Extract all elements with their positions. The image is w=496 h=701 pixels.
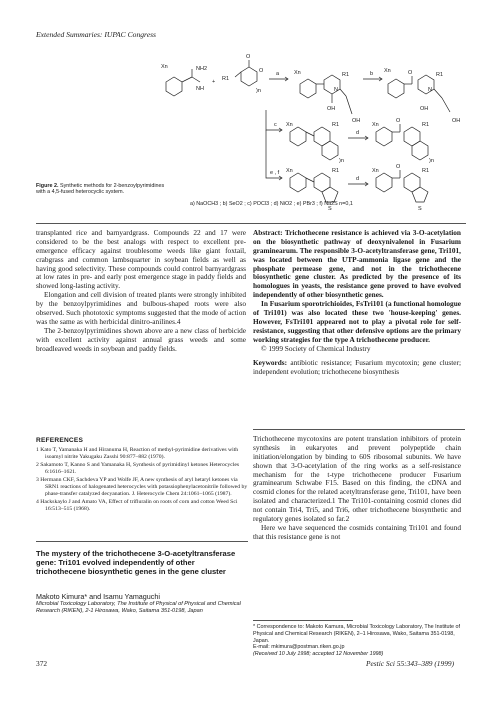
abstract-block <box>253 229 461 377</box>
reference-item: 4 Hackskaylo J and Amato VA, Effect of trifluralin on roots of corn and cotton Weed Sci 16:513–515 (1968). <box>36 498 238 512</box>
abstract-paragraph: Abstract: Trichothecene resistance is achieved via 3-O-acetylation on the biosynthetic pathway of deoxynivalenol in Fusarium graminearum. The responsible 3-O-acetyltransferase gene, Tri101, was located between the UTP-ammonia ligase gene and the phosphate permease gene, and not in the trichothecene biosynthetic gene cluster. As predicted by the presence of its homologues in yeasts, the resistance gene proved to have evolved independently of other biosynthetic genes. <box>253 228 461 300</box>
body-paragraph: Here we have sequenced the cosmids containing Tri101 and found that this resistance gene is not <box>253 522 461 541</box>
left-paragraph: transplanted rice and barnyardgrass. Compounds 22 and 17 were considered to be the best analogs with respect to excellent pre-emergence efficacy against troublesome weeds like giant foxtail, crabgrass and common lambsquarter in soybean fields as well as having good selectivity. These compounds could control barnyardgrass at low rates in pre- and early post emergence stage in paddy fields and showed long-lasting activity. <box>36 228 246 291</box>
reference-item: 2 Sakamoto T, Kanno S and Yamanaka H, Synthesis of pyrimidinyl ketones Heterocycles 6:1616–1621. <box>36 461 240 475</box>
correspondence-line: * Correspondence to: Makoto Kamura, Microbial Toxicology Laboratory, The Institute of Physical and Chemical Research (RIKEN), 2–1 Hirosawa, Wako, Saitama 351-0198, Japan. <box>253 624 461 644</box>
figure-divider <box>36 223 466 224</box>
reactant-lactone <box>235 60 257 86</box>
step-d-2: d <box>356 176 360 182</box>
left-paragraph: The 2-benzoylpyrimidines shown above are a new class of herbicide with excellent activity against annual grass weeds and some broadleaved weeds in soybean and paddy fields. <box>36 325 246 353</box>
figure-caption-text: Synthetic methods for 2-benzoylpyrimidines with a 4,5-fused heterocyclic system. <box>36 183 165 196</box>
footnote-divider <box>253 620 353 621</box>
label-oh-1: OH <box>327 106 336 112</box>
intermediate-thio <box>290 173 338 202</box>
label-r1-4: R1 <box>332 122 340 128</box>
label-o-2: O <box>259 68 264 74</box>
label-r1-1: R1 <box>222 76 230 82</box>
article-affiliation: Microbial Toxicology Laboratory, The Institute of Physical of Physical and Chemical Research (RIKEN), 2-1 Hirosawa, Wako, Saitama 351-0198, Japan <box>36 601 241 614</box>
label-xn-3: Xn <box>384 68 391 74</box>
reference-item: 1 Kato T, Yamanaka H and Hiranuma H, Reaction of methyl-pyrimidine derivatives with isoamyl nitrite Yakugaku Zasshi 90:877–882 (1970). <box>36 447 239 460</box>
label-oh-2: OH <box>352 118 361 124</box>
references-heading: REFERENCES <box>36 437 84 444</box>
label-oh-3: OH <box>420 106 429 112</box>
abstract-divider <box>253 429 465 430</box>
label-o-4: O <box>396 118 401 124</box>
references-list <box>36 447 248 514</box>
step-a: a <box>276 71 280 77</box>
reactant-amidine <box>166 69 200 96</box>
label-xn-7: Xn <box>372 168 379 174</box>
label-s-2: S <box>418 206 422 212</box>
label-o-1: O <box>246 54 251 60</box>
product-2 <box>388 75 450 112</box>
article-title: The mystery of the trichothecene 3-O-acetyltransferase gene: Tri101 evolved independently of other trichothecene biosynthetic genes in the gene cluster <box>36 549 236 577</box>
figure-caption-label: Figure 2. <box>36 183 59 189</box>
keywords <box>253 359 461 377</box>
label-r1-6: R1 <box>332 168 340 174</box>
label-xn-2: Xn <box>294 70 301 76</box>
abstract-paragraph: In Fusarium sporotrichioides, FsTri101 (a functional homologue of Tri101) was also located these two 'house-keeping' genes. However, FsTri101 appeared not to play a pivotal role for self-resistance, suggesting that other defensive options are the primary working strategies for the type A trichothecene producer. <box>253 299 461 344</box>
page-number: 372 <box>36 659 48 668</box>
journal-citation <box>366 659 454 668</box>
label-n-sub-1: )n <box>256 88 261 94</box>
label-n-sub-2: )n <box>339 158 344 164</box>
left-paragraph: Elongation and cell division of treated plants were strongly inhibited by the benzoylpyrimidines and bulbous-shaped roots were also observed. Such phototoxic symptoms suggested that the mode of action was the same as with herbicidal dinitro-anilines.4 <box>36 290 246 326</box>
label-nh2: NH2 <box>196 66 208 72</box>
product-fused-1 <box>376 124 428 160</box>
label-nh: NH <box>196 86 204 92</box>
label-r1-2: R1 <box>342 72 350 78</box>
step-d-1: d <box>356 130 360 136</box>
label-n-sub-3: )n <box>429 158 434 164</box>
article-authors: Makoto Kimura* and Isamu Yamaguchi <box>36 592 160 601</box>
keywords-text: antibiotic resistance; Fusarium mycotoxin; gene cluster; independent evolution; trichothecene biosynthesis <box>253 358 461 377</box>
step-c: c <box>274 122 277 128</box>
reagent-legend: a) NaOCH3 ; b) SeO2 ; c) POCl3 ; d) NiO2 ; e) PBr3 ; f) Na2S n=0,1 <box>190 201 353 207</box>
label-r1-5: R1 <box>422 122 430 128</box>
correspondence-footnote <box>253 624 465 658</box>
intermediate-chloro <box>290 127 338 160</box>
copyright: © 1999 Society of Chemical Industry <box>261 343 371 353</box>
label-xn-1: Xn <box>161 64 168 70</box>
left-column-text <box>36 229 246 353</box>
figure-caption <box>36 183 166 196</box>
label-xn-5: Xn <box>372 122 379 128</box>
step-ef: e , f <box>270 170 280 176</box>
label-oh-4: OH <box>452 118 461 124</box>
running-header: Extended Summaries: IUPAC Congress <box>36 30 157 39</box>
svg-text:+: + <box>212 79 216 85</box>
step-b: b <box>370 71 374 77</box>
label-r1-7: R1 <box>422 168 430 174</box>
label-xn-6: Xn <box>286 168 293 174</box>
label-xn-4: Xn <box>286 122 293 128</box>
received-dates: (Received 10 July 1998; accepted 12 November 1998) <box>253 651 384 657</box>
label-n-1: N <box>334 87 338 93</box>
label-o-3: O <box>408 70 413 76</box>
reference-item: 3 Hermann CKF, Sachdeva YP and Wolfe JF, A new synthesis of aryl hetaryl ketones via SRN1 reactions of halogenated heterocycles with potassiophenylacetonitrile followed by phase-transfer catalyzed decyanation. J. Heterocycle Chem 24:1061–1065 (1987). <box>36 476 248 497</box>
journal-citation-text: Pestic Sci 55:343–389 (1999) <box>366 659 455 668</box>
correspondence-email: E-mail: mkimura@postman.riken.go.jp <box>253 644 345 651</box>
body-text-right <box>253 435 461 542</box>
label-o-5: O <box>396 164 401 170</box>
keywords-label: Keywords: <box>253 358 288 368</box>
label-n-2: N <box>428 87 432 93</box>
body-paragraph: Trichothecene mycotoxins are potent translation inhibitors of protein synthesis in eukaryotes and prevent polypeptide chain initiation/elongation by binding to 60S ribosomal subunits. We have shown that 3-O-acetylation of the ring works as a self-resistance mechanism for the t-type trichothecene producer Fusarium graminearum Schwabe F15. Based on this finding, the cDNA and cosmid clones for the related acetyltransferase gene, Tri101, have been isolated and characterized.1 The Tri101-containing cosmid clones did not contain Tri4, Tri5, and Tri6, other trichothecene biosynthetic and regulatory genes isolated so far.2 <box>253 434 461 524</box>
product-1 <box>300 75 346 103</box>
label-r1-3: R1 <box>436 72 444 78</box>
article-divider <box>36 541 248 542</box>
product-fused-2 <box>376 170 428 202</box>
label-s-1: S <box>328 206 332 212</box>
